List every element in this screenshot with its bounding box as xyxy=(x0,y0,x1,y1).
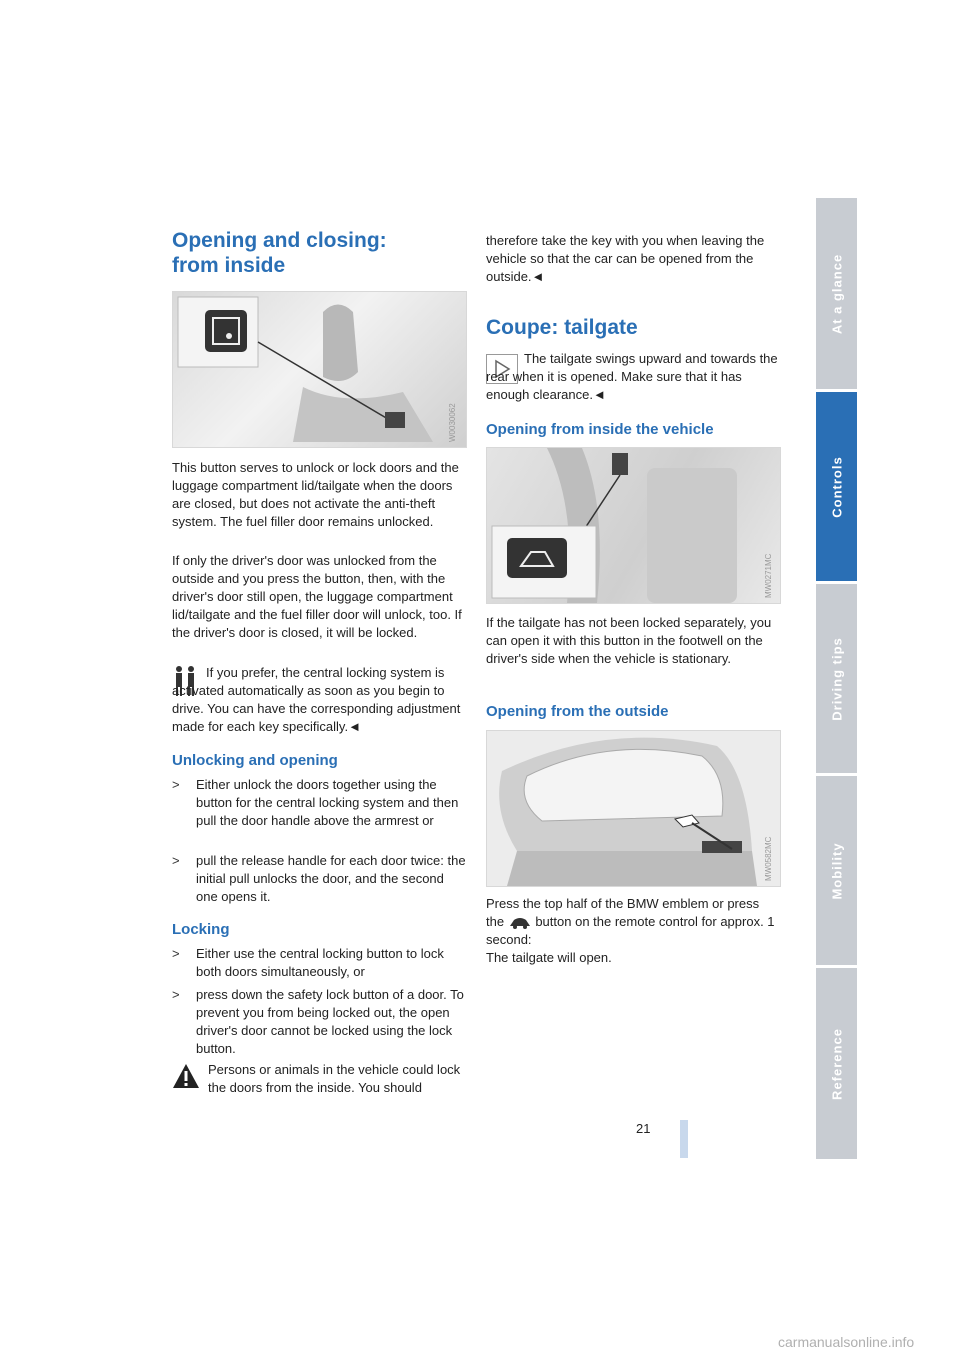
inside-vehicle-heading: Opening from inside the vehicle xyxy=(486,421,714,438)
warning-continuation: therefore take the key with you when leaving the vehicle so that the car can be opened from the outside.◄ xyxy=(486,233,765,284)
unlocking-heading: Unlocking and opening xyxy=(172,752,338,769)
watermark: carmanualsonline.info xyxy=(778,1334,915,1350)
list-item: > Either use the central locking button to lock both doors simultaneously, or xyxy=(172,946,444,979)
tab-at-a-glance[interactable]: At a glance xyxy=(816,198,857,389)
page-number: 21 xyxy=(636,1121,651,1136)
car-remote-icon xyxy=(508,916,532,929)
coupe-tailgate-heading: Coupe: tailgate xyxy=(486,316,638,339)
tailgate-illustration xyxy=(487,731,780,886)
list-item: > pull the release handle for each door twice: the initial pull unlocks the door, and the second one opens it. xyxy=(172,853,466,904)
tab-reference[interactable]: Reference xyxy=(816,968,857,1159)
footwell-button-image xyxy=(486,447,781,604)
page-number-bar xyxy=(680,1120,688,1158)
svg-text:MW0582MC: MW0582MC xyxy=(764,836,773,881)
tab-mobility[interactable]: Mobility xyxy=(816,776,857,965)
svg-text:MW0271MC: MW0271MC xyxy=(764,553,773,598)
warning-text: Persons or animals in the vehicle could lock the doors from the inside. You should xyxy=(208,1062,461,1095)
footwell-illustration xyxy=(487,448,780,603)
console-illustration xyxy=(173,292,466,447)
outside-text: Press the top half of the BMW emblem or press the button on the remote control for approx. 1 second: The tailgate will open. xyxy=(486,896,775,965)
list-item: > press down the safety lock button of a door. To prevent you from being locked out, the open driver's door cannot be locked using the lock button. xyxy=(172,987,464,1056)
tab-controls[interactable]: Controls xyxy=(816,392,857,581)
warning-icon xyxy=(172,1062,200,1090)
intro-paragraph-1: This button serves to unlock or lock doors and the luggage compartment lid/tailgate when the doors are closed, but does not activate the anti-theft system. The fuel filler door remains unlocked. xyxy=(172,460,459,529)
inside-vehicle-text: If the tailgate has not been locked separately, you can open it with this button in the footwell on the driver's side when the vehicle is stationary. xyxy=(486,615,772,666)
list-item: > Either unlock the doors together using the button for the central locking system and then pull the door handle above the armrest or xyxy=(172,777,459,828)
tailgate-image xyxy=(486,730,781,887)
central-locking-button-image xyxy=(172,291,467,448)
page-title: Opening and closing: from inside xyxy=(172,229,387,277)
tab-driving-tips[interactable]: Driving tips xyxy=(816,584,857,773)
coupe-note: The tailgate swings upward and towards the rear when it is opened. Make sure that it has enough clearance.◄ xyxy=(486,351,778,402)
locking-heading: Locking xyxy=(172,921,230,938)
auto-lock-note: If you prefer, the central locking system is activated automatically as soon as you begin to drive. You can have the corresponding adjustment made for each key specifically.◄ xyxy=(172,665,461,734)
intro-paragraph-2: If only the driver's door was unlocked from the outside and you press the button, then, with the driver's door still open, the luggage compartment lid/tailgate and the fuel filler door will unlock, too. If the driver's door is closed, it will be locked. xyxy=(172,553,462,640)
outside-heading: Opening from the outside xyxy=(486,703,669,720)
svg-text:W0030062: W0030062 xyxy=(448,403,457,442)
